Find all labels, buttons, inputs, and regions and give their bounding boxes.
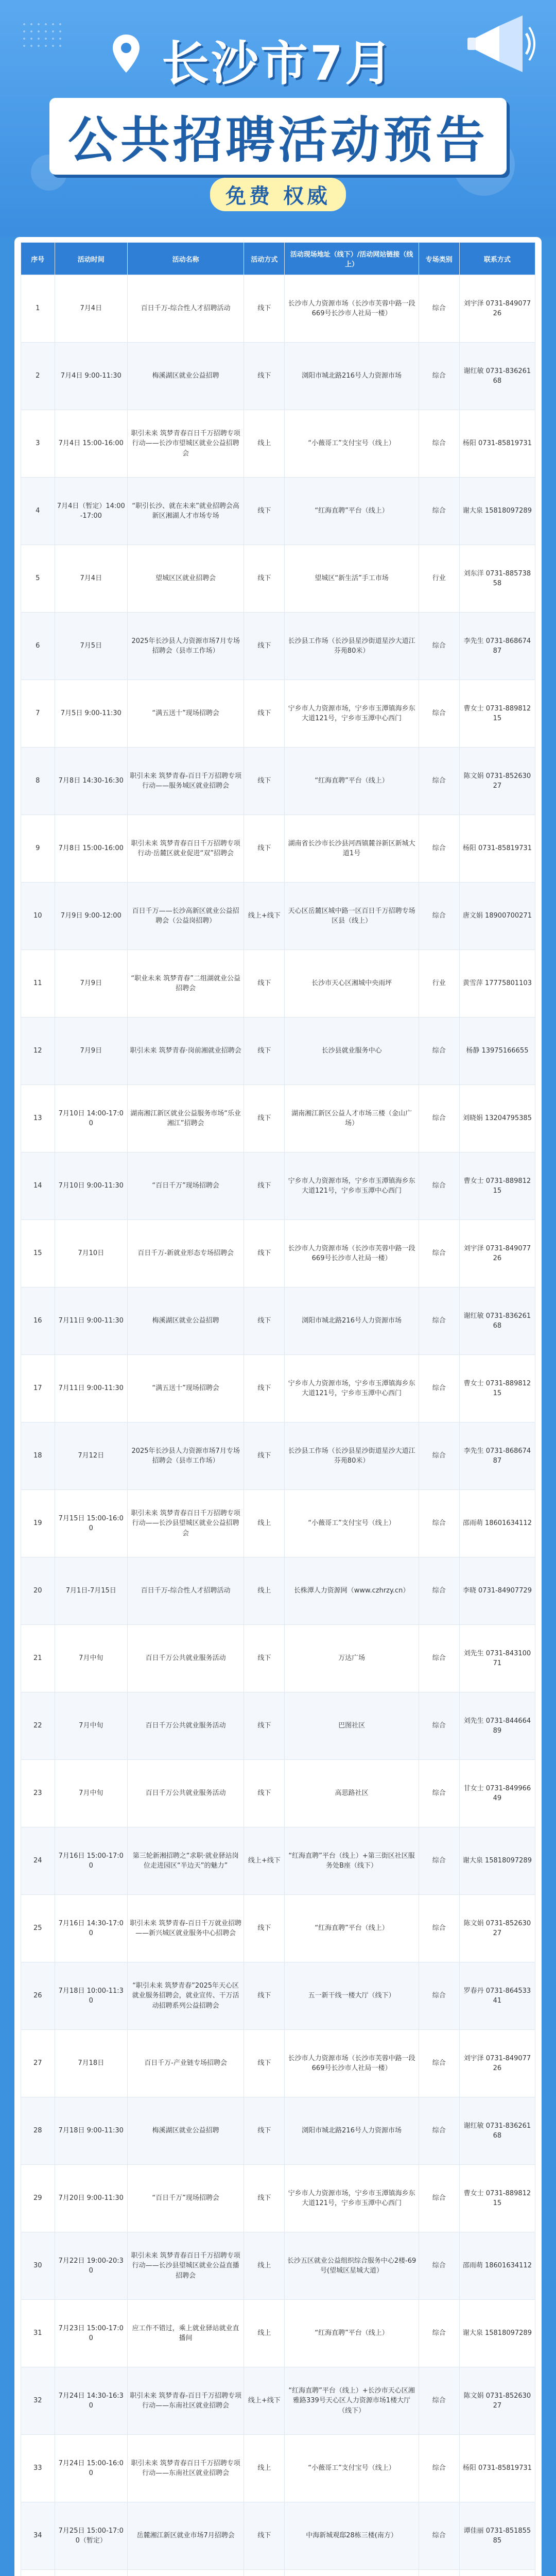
schedule-table — [21, 242, 535, 2576]
activity-address: 长沙县就业服务中心 — [285, 1018, 419, 1085]
activity-time: 7月4日 9:00-11:30 — [55, 343, 127, 410]
contact: 邵雨萌 18601634112 — [459, 2232, 535, 2300]
category: 综合 — [419, 2300, 459, 2367]
activity-name: 百日千万-综合性人才招聘活动 — [128, 1557, 244, 1625]
category: 综合 — [419, 2165, 459, 2232]
category: 综合 — [419, 1557, 459, 1625]
activity-time: 7月5日 — [55, 613, 127, 680]
table-row — [21, 815, 535, 883]
activity-address: 宁乡市人力资源市场，宁乡市玉潭镇海乡东大道121号，宁乡市玉潭中心西门 — [285, 680, 419, 748]
row-number: 29 — [21, 2165, 55, 2232]
row-number: 27 — [21, 2030, 55, 2097]
activity-time: 7月22日 19:00-20:30 — [55, 2232, 127, 2300]
category: 综合 — [419, 1490, 459, 1557]
activity-time: 7月中旬 — [55, 1692, 127, 1760]
row-number — [21, 2570, 55, 2576]
activity-time: 7月中旬 — [55, 1760, 127, 1827]
activity-time: 7月9日 — [55, 950, 127, 1018]
category: 综合 — [419, 2502, 459, 2570]
activity-mode: 线上+线下 — [244, 1827, 285, 1895]
activity-time: 7月10日 — [55, 1220, 127, 1287]
page-title-line1: 长沙市7月 — [161, 36, 394, 91]
row-number: 25 — [21, 1895, 55, 1962]
row-number: 31 — [21, 2300, 55, 2367]
activity-name: 岳麓湘江新区就业市场7月招聘会 — [128, 2502, 244, 2570]
activity-mode: 线上 — [244, 2300, 285, 2367]
row-number: 18 — [21, 1422, 55, 1490]
row-number: 1 — [21, 275, 55, 343]
row-number: 28 — [21, 2097, 55, 2165]
row-number: 23 — [21, 1760, 55, 1827]
contact: 黄雪萍 17775801103 — [459, 950, 535, 1018]
table-row — [21, 2030, 535, 2097]
category: 综合 — [419, 410, 459, 478]
activity-mode: 线上 — [244, 1557, 285, 1625]
category: 综合 — [419, 1625, 459, 1692]
row-number: 15 — [21, 1220, 55, 1287]
category: 综合 — [419, 613, 459, 680]
activity-name: 职引未来 筑梦青春百日千万招聘专项行动——长沙市望城区就业公益招聘会 — [128, 410, 244, 478]
contact: 谢红敏 0731-83626168 — [459, 1287, 535, 1355]
contact: 谭佳丽 0731-85185585 — [459, 2502, 535, 2570]
row-number: 13 — [21, 1085, 55, 1153]
activity-mode: 线下 — [244, 343, 285, 410]
activity-address: 宁乡市人力资源市场，宁乡市玉潭镇海乡东大道121号，宁乡市玉潭中心西门 — [285, 1355, 419, 1422]
category: 综合 — [419, 883, 459, 950]
activity-address: “红海直聘”平台（线上） — [285, 1895, 419, 1962]
activity-mode: 线下 — [244, 2165, 285, 2232]
activity-address: 长沙县工作场（长沙县星沙街道星沙大道江芬苑80米） — [285, 613, 419, 680]
activity-mode: 线下 — [244, 1355, 285, 1422]
activity-mode: 线下 — [244, 1287, 285, 1355]
column-header: 活动时间 — [55, 243, 127, 275]
table-row — [21, 2232, 535, 2300]
table-row — [21, 2502, 535, 2570]
activity-address: “红海直聘”平台（线上） — [285, 478, 419, 545]
category: 综合 — [419, 1355, 459, 1422]
activity-address: 五一新干线一楼大厅（线下） — [285, 1962, 419, 2030]
row-number: 8 — [21, 748, 55, 815]
row-number: 2 — [21, 343, 55, 410]
activity-name: 梅溪湖区就业公益招聘 — [128, 343, 244, 410]
activity-time: 7月8日 14:30-16:30 — [55, 748, 127, 815]
header-banner — [0, 0, 556, 237]
contact: 刘先生 0731-84310071 — [459, 1625, 535, 1692]
activity-name: “百日千万”现场招聘会 — [128, 2165, 244, 2232]
activity-mode: 线下 — [244, 613, 285, 680]
activity-mode: 线下 — [244, 1153, 285, 1220]
activity-address: 长沙市人力资源市场（长沙市芙蓉中路一段669号长沙市人社局一楼） — [285, 275, 419, 343]
activity-time: 7月4日（暂定）14:00-17:00 — [55, 478, 127, 545]
row-number: 30 — [21, 2232, 55, 2300]
category: 综合 — [419, 2367, 459, 2435]
category: 综合 — [419, 1895, 459, 1962]
table-row — [21, 1355, 535, 1422]
activity-address: 浏阳市城北路216号人力资源市场 — [285, 1287, 419, 1355]
table-row — [21, 1018, 535, 1085]
activity-name: 梅溪湖区就业公益招聘 — [128, 2097, 244, 2165]
row-number: 17 — [21, 1355, 55, 1422]
activity-mode: 线下 — [244, 1625, 285, 1692]
activity-time: 7月24日 14:30-16:30 — [55, 2367, 127, 2435]
table-row — [21, 1085, 535, 1153]
contact: 谢大泉 15818097289 — [459, 2300, 535, 2367]
contact: 唐文娟 18900700271 — [459, 883, 535, 950]
activity-address: 浏阳市城北路216号人力资源市场 — [285, 343, 419, 410]
table-row — [21, 1962, 535, 2030]
table-row — [21, 1827, 535, 1895]
row-number: 9 — [21, 815, 55, 883]
category: 综合 — [419, 1085, 459, 1153]
column-header: 活动现场地址（线下）/活动网站链接（线上） — [285, 243, 419, 275]
activity-mode: 线下 — [244, 1962, 285, 2030]
table-row — [21, 1557, 535, 1625]
activity-time: 7月4日 — [55, 545, 127, 613]
row-number: 4 — [21, 478, 55, 545]
table-row — [21, 748, 535, 815]
activity-name: 百日千万公共就业服务活动 — [128, 1625, 244, 1692]
activity-name: 百日千万公共就业服务活动 — [128, 1692, 244, 1760]
activity-mode: 线下 — [244, 1692, 285, 1760]
activity-name: 2025年长沙县人力资源市场7月专场招聘会（县市工作场） — [128, 1422, 244, 1490]
table-row — [21, 478, 535, 545]
column-header: 专场类别 — [419, 243, 459, 275]
table-row — [21, 2300, 535, 2367]
activity-mode: 线下 — [244, 2502, 285, 2570]
activity-address: “红海直聘”平台（线上） — [285, 748, 419, 815]
category: 行业 — [419, 950, 459, 1018]
activity-mode: 线下 — [244, 1085, 285, 1153]
category: 综合 — [419, 2435, 459, 2502]
activity-time: 7月11日 9:00-11:30 — [55, 1287, 127, 1355]
contact: 谢大泉 15818097289 — [459, 1827, 535, 1895]
activity-time: 7月11日 9:00-11:30 — [55, 1355, 127, 1422]
activity-time: 7月24日 15:00-16:00 — [55, 2435, 127, 2502]
table-row — [21, 410, 535, 478]
category: 行业 — [419, 545, 459, 613]
activity-mode: 线上+线下 — [244, 883, 285, 950]
category: 综合 — [419, 2097, 459, 2165]
activity-mode: 线下 — [244, 815, 285, 883]
activity-mode: 线上 — [244, 1490, 285, 1557]
activity-name: “职引长沙、就在未来”就业招聘会高新区湘湖人才市场专场 — [128, 478, 244, 545]
activity-mode: 线下 — [244, 1220, 285, 1287]
row-number: 12 — [21, 1018, 55, 1085]
row-number: 5 — [21, 545, 55, 613]
contact: 刘东洋 0731-88573858 — [459, 545, 535, 613]
activity-mode: 线下 — [244, 478, 285, 545]
activity-mode: 线上 — [244, 2232, 285, 2300]
table-row — [21, 2367, 535, 2435]
table-row — [21, 1490, 535, 1557]
category: 综合 — [419, 275, 459, 343]
activity-name: 职引未来 筑梦青春百日千万招聘专项行动——长沙县望城区就业公益招聘会 — [128, 1490, 244, 1557]
activity-address: “红海直聘”平台（线上）+长沙市天心区湘雅路339号天心区人力资源市场1楼大厅（线下） — [285, 2367, 419, 2435]
row-number: 7 — [21, 680, 55, 748]
activity-name: 百日千万-新就业形态专场招聘会 — [128, 1220, 244, 1287]
activity-name: 应工作不错过，乘上就业驿站就业直播间 — [128, 2300, 244, 2367]
column-header: 活动方式 — [244, 243, 285, 275]
activity-name: “满五送十”现场招聘会 — [128, 1355, 244, 1422]
category: 综合 — [419, 1287, 459, 1355]
row-number: 10 — [21, 883, 55, 950]
category: 综合 — [419, 1220, 459, 1287]
activity-address: 中海新城观邸28栋三楼(南方） — [285, 2502, 419, 2570]
activity-time: 7月16日 15:00-17:00 — [55, 1827, 127, 1895]
row-number: 3 — [21, 410, 55, 478]
activity-time: 7月16日 14:30-17:00 — [55, 1895, 127, 1962]
activity-mode: 线下 — [244, 1018, 285, 1085]
category: 综合 — [419, 1153, 459, 1220]
activity-time — [55, 2570, 127, 2576]
table-row — [21, 1760, 535, 1827]
activity-name: 职引未来 筑梦青春百日千万招聘专项行动——长沙县望城区就业公益直播招聘会 — [128, 2232, 244, 2300]
activity-name: 职引未来 筑梦青春百日千万招聘专项行动——东南社区就业招聘会 — [128, 2435, 244, 2502]
activity-name: 职引未来 筑梦青春·岗前湘就业招聘会 — [128, 1018, 244, 1085]
activity-name: 职引未来 筑梦青春百日千万招聘专项行动·岳麓区就业促进“双”招聘会 — [128, 815, 244, 883]
activity-time: 7月4日 15:00-16:00 — [55, 410, 127, 478]
activity-address: “小薇哥工”支付宝号（线上） — [285, 1490, 419, 1557]
category: 综合 — [419, 748, 459, 815]
category: 综合 — [419, 1692, 459, 1760]
table-row — [21, 1153, 535, 1220]
contact: 甘女士 0731-84996649 — [459, 1760, 535, 1827]
activity-address: 长沙市人力资源市场（长沙市芙蓉中路一段669号长沙市人社局一楼） — [285, 1220, 419, 1287]
contact: 谢红敏 0731-83626168 — [459, 2097, 535, 2165]
row-number: 21 — [21, 1625, 55, 1692]
table-row — [21, 883, 535, 950]
table-row — [21, 2165, 535, 2232]
activity-address: 浏阳市城北路216号人力资源市场 — [285, 2097, 419, 2165]
activity-mode — [244, 2570, 285, 2576]
contact: 李先生 0731-86867487 — [459, 1422, 535, 1490]
contact: 曹女士 0731-88981215 — [459, 680, 535, 748]
activity-address: 宁乡市人力资源市场，宁乡市玉潭镇海乡东大道121号，宁乡市玉潭中心西门 — [285, 1153, 419, 1220]
activity-address: 长沙市天心区湘城中央雨坪 — [285, 950, 419, 1018]
row-number: 20 — [21, 1557, 55, 1625]
activity-address: 天心区岳麓区城中路一区百日千万招聘专场区县（线上） — [285, 883, 419, 950]
activity-name: 望城区区就业招聘会 — [128, 545, 244, 613]
table-row — [21, 1220, 535, 1287]
activity-mode: 线下 — [244, 748, 285, 815]
contact: 刘宇泽 0731-84907726 — [459, 1220, 535, 1287]
activity-address: 长株潭人力资源网（www.czhrzy.cn） — [285, 1557, 419, 1625]
activity-time: 7月23日 15:00-17:00 — [55, 2300, 127, 2367]
contact: 邵雨萌 18601634112 — [459, 1490, 535, 1557]
activity-name: 百日千万-产业链专场招聘会 — [128, 2030, 244, 2097]
activity-address: 湖南省长沙市长沙县河西镇麓谷新区新城大道1号 — [285, 815, 419, 883]
activity-name: “百日千万”现场招聘会 — [128, 1153, 244, 1220]
activity-name: 百日千万——长沙高新区就业公益招聘会（公益岗招聘） — [128, 883, 244, 950]
category — [419, 2570, 459, 2576]
row-number: 32 — [21, 2367, 55, 2435]
contact: 陈文娟 0731-85263027 — [459, 2367, 535, 2435]
activity-time: 7月10日 14:00-17:00 — [55, 1085, 127, 1153]
activity-time: 7月1日-7月15日 — [55, 1557, 127, 1625]
row-number: 11 — [21, 950, 55, 1018]
activity-time: 7月18日 9:00-11:30 — [55, 2097, 127, 2165]
contact: 谢红敏 0731-83626168 — [459, 343, 535, 410]
activity-name: 职引未来 筑梦青春-百日千万招聘专项行动——服务城区就业招聘会 — [128, 748, 244, 815]
activity-mode: 线下 — [244, 680, 285, 748]
activity-address: 长沙市人力资源市场（长沙市芙蓉中路一段669号长沙市人社局一楼） — [285, 2030, 419, 2097]
activity-name: 职引未来 筑梦青春-百日千万就业招聘——新兴城区就业服务中心招聘会 — [128, 1895, 244, 1962]
activity-time: 7月9日 9:00-12:00 — [55, 883, 127, 950]
row-number: 22 — [21, 1692, 55, 1760]
activity-mode: 线下 — [244, 275, 285, 343]
contact: 罗春丹 0731-86453341 — [459, 1962, 535, 2030]
category: 综合 — [419, 2232, 459, 2300]
activity-time: 7月中旬 — [55, 1625, 127, 1692]
table-row — [21, 1287, 535, 1355]
activity-mode: 线上+线下 — [244, 2367, 285, 2435]
activity-time: 7月4日 — [55, 275, 127, 343]
activity-time: 7月18日 10:00-11:30 — [55, 1962, 127, 2030]
contact: 谢大泉 15818097289 — [459, 478, 535, 545]
activity-address: 宁乡市人力资源市场，宁乡市玉潭镇海乡东大道121号，宁乡市玉潭中心西门 — [285, 2165, 419, 2232]
activity-address: “红海直聘”平台（线上）+第三街区社区服务处B座（线下） — [285, 1827, 419, 1895]
category: 综合 — [419, 680, 459, 748]
category: 综合 — [419, 478, 459, 545]
activity-time: 7月15日 15:00-16:00 — [55, 1490, 127, 1557]
row-number: 19 — [21, 1490, 55, 1557]
contact: 李先生 0731-86867487 — [459, 613, 535, 680]
category: 综合 — [419, 343, 459, 410]
contact: 杨阳 0731-85819731 — [459, 410, 535, 478]
activity-name: 百日千万公共就业服务活动 — [128, 1760, 244, 1827]
activity-address: 长沙县工作场（长沙县星沙街道星沙大道江芬苑80米） — [285, 1422, 419, 1490]
activity-name: 2025年长沙县人力资源市场7月专场招聘会（县市工作场） — [128, 613, 244, 680]
activity-address: “红海直聘”平台（线上） — [285, 2300, 419, 2367]
category: 综合 — [419, 2030, 459, 2097]
activity-time: 7月5日 9:00-11:30 — [55, 680, 127, 748]
activity-name: “职业未来 筑梦青春”二组湖就业公益招聘会 — [128, 950, 244, 1018]
activity-name: 第三轮新湘招聘之“求职·就业驿站岗位走进园区“半边天”的魅力” — [128, 1827, 244, 1895]
table-header-row — [21, 243, 535, 275]
contact: 杨静 13975166655 — [459, 1018, 535, 1085]
activity-time: 7月8日 15:00-16:00 — [55, 815, 127, 883]
table-row — [21, 1422, 535, 1490]
activity-address: 巴图社区 — [285, 1692, 419, 1760]
schedule-card — [14, 237, 542, 2576]
contact: 杨阳 0731-85819731 — [459, 2435, 535, 2502]
activity-name: 梅溪湖区就业公益招聘 — [128, 1287, 244, 1355]
table-row — [21, 2097, 535, 2165]
row-number: 16 — [21, 1287, 55, 1355]
activity-mode: 线下 — [244, 950, 285, 1018]
activity-name: 湖南湘江新区就业公益服务市场“乐业湘江”招聘会 — [128, 1085, 244, 1153]
contact: 曹女士 0731-88981215 — [459, 1355, 535, 1422]
table-row — [21, 1895, 535, 1962]
category: 综合 — [419, 815, 459, 883]
activity-name: “满五送十”现场招聘会 — [128, 680, 244, 748]
activity-address: “小薇哥工”支付宝号（线上） — [285, 410, 419, 478]
table-row — [21, 1692, 535, 1760]
activity-address — [285, 2570, 419, 2576]
activity-mode: 线下 — [244, 1422, 285, 1490]
activity-time: 7月9日 — [55, 1018, 127, 1085]
activity-mode: 线下 — [244, 545, 285, 613]
activity-address: 高思路社区 — [285, 1760, 419, 1827]
activity-mode: 线下 — [244, 1895, 285, 1962]
row-number: 33 — [21, 2435, 55, 2502]
activity-address: “小薇哥工”支付宝号（线上） — [285, 2435, 419, 2502]
category: 综合 — [419, 1018, 459, 1085]
activity-address: 望城区“新生活”手工市场 — [285, 545, 419, 613]
column-header: 联系方式 — [459, 243, 535, 275]
activity-address: 湖南湘江新区公益人才市场三楼（金山广场） — [285, 1085, 419, 1153]
row-number: 6 — [21, 613, 55, 680]
activity-name: 百日千万-综合性人才招聘活动 — [128, 275, 244, 343]
contact: 李晓 0731-84907729 — [459, 1557, 535, 1625]
page-title-line2: 公共招聘活动预告 — [49, 98, 507, 175]
row-number: 26 — [21, 1962, 55, 2030]
category: 综合 — [419, 1422, 459, 1490]
category: 综合 — [419, 1962, 459, 2030]
contact: 曹女士 0731-88981215 — [459, 2165, 535, 2232]
table-row — [21, 545, 535, 613]
contact: 曹女士 0731-88981215 — [459, 1153, 535, 1220]
activity-time: 7月25日 15:00-17:00（暂定） — [55, 2502, 127, 2570]
table-row — [21, 613, 535, 680]
activity-address: 万达广场 — [285, 1625, 419, 1692]
activity-mode: 线下 — [244, 2097, 285, 2165]
subtitle-badge: 免费 权威 — [210, 178, 346, 211]
table-row — [21, 1625, 535, 1692]
contact: 刘宇泽 0731-84907726 — [459, 275, 535, 343]
table-row — [21, 275, 535, 343]
contact: 刘先生 0731-84466489 — [459, 1692, 535, 1760]
activity-mode: 线上 — [244, 410, 285, 478]
contact — [459, 2570, 535, 2576]
activity-time: 7月20日 9:00-11:30 — [55, 2165, 127, 2232]
contact: 陈文娟 0731-85263027 — [459, 1895, 535, 1962]
table-row — [21, 950, 535, 1018]
row-number: 24 — [21, 1827, 55, 1895]
column-header: 序号 — [21, 243, 55, 275]
activity-name: “职引未来 筑梦青春”2025年天心区就业服务招聘会，就业宣传、干万活动招聘系列公益招聘会 — [128, 1962, 244, 2030]
contact: 陈文娟 0731-85263027 — [459, 748, 535, 815]
activity-address: 长沙五区就业公益组织综合服务中心2楼-69号(望城区星城大道） — [285, 2232, 419, 2300]
table-row — [21, 343, 535, 410]
table-row — [21, 2435, 535, 2502]
contact: 杨阳 0731-85819731 — [459, 815, 535, 883]
row-number: 14 — [21, 1153, 55, 1220]
activity-mode: 线下 — [244, 2030, 285, 2097]
activity-name: 职引未来 筑梦青春-百日千万招聘专项行动——东南社区就业招聘会 — [128, 2367, 244, 2435]
activity-time: 7月10日 9:00-11:30 — [55, 1153, 127, 1220]
activity-mode: 线上 — [244, 2435, 285, 2502]
table-row — [21, 680, 535, 748]
contact: 刘宇泽 0731-84907726 — [459, 2030, 535, 2097]
contact: 刘晓娟 13204795385 — [459, 1085, 535, 1153]
category: 综合 — [419, 1827, 459, 1895]
activity-name — [128, 2570, 244, 2576]
table-row — [21, 2570, 535, 2576]
activity-time: 7月18日 — [55, 2030, 127, 2097]
column-header: 活动名称 — [128, 243, 244, 275]
row-number: 34 — [21, 2502, 55, 2570]
activity-mode: 线下 — [244, 1760, 285, 1827]
activity-time: 7月12日 — [55, 1422, 127, 1490]
category: 综合 — [419, 1760, 459, 1827]
